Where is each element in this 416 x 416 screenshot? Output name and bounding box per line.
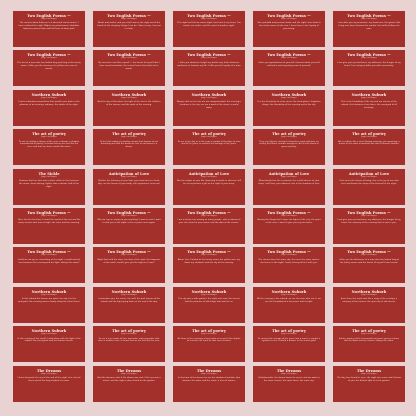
poem-card bbox=[93, 129, 165, 165]
poem-card-author: Jorge Luis Borges bbox=[41, 57, 57, 60]
poem-card-text: I offer you explanations of yourself, theories about yourself, authentic and surprising news of yourself. bbox=[257, 61, 321, 67]
poem-card-title: Two English Poems — bbox=[27, 53, 71, 58]
poem-card-author: Jorge Luis Borges bbox=[361, 96, 377, 99]
poem-card-text: Unfathomable, the dream keeps its secret, and we wake to the same streets, the same faces, the same sky. bbox=[258, 376, 320, 382]
poem-card bbox=[333, 287, 405, 323]
poem-card bbox=[93, 326, 165, 362]
poem-card-author: Jorge Luis Borges bbox=[361, 293, 377, 296]
poem-card bbox=[333, 247, 405, 283]
poem-card-text: Your splendid and precious book, and the night, were both in the street-corner of the tree. I have been in the loyalty of your being. bbox=[257, 22, 321, 31]
poem-card-text: Night that held the stars, the dust of the road, the fragrance of the earth; could I give you the night as it was? bbox=[97, 258, 161, 264]
poem-card-text: The streets have the same sky, the trees the same names, the lovers in the night; I want to keep all of it with you. bbox=[258, 258, 320, 264]
poem-card-title: Two English Poems — bbox=[27, 14, 71, 18]
poem-card bbox=[333, 208, 405, 244]
poem-card bbox=[253, 326, 325, 362]
poem-card-text: Always that we feel we are not comprehended, the evening's tiredness is the sky, we are a word of the street, a world away. bbox=[177, 101, 241, 109]
poem-card-author: Jorge Luis Borges bbox=[201, 254, 217, 257]
poem-card bbox=[13, 366, 85, 402]
poem-card-title: Northern Suburb bbox=[111, 92, 147, 97]
poem-card-title: Northern Suburb bbox=[31, 92, 67, 97]
poem-card-text: Cast up on the shores of being, this is the joy of one who sees and knows the sleep of the beloved in the night. bbox=[339, 179, 399, 185]
poem-card bbox=[253, 208, 325, 244]
poem-card bbox=[333, 50, 405, 86]
poem-card-title: The art of poetry bbox=[272, 132, 306, 137]
poem-card-title: Two English Poems — bbox=[347, 14, 391, 18]
poem-card-title: Two English Poems — bbox=[107, 53, 151, 58]
poem-card-author: Jorge Luis Borges bbox=[361, 372, 377, 375]
poem-card-author: Jorge Luis Borges bbox=[201, 214, 217, 217]
poem-card-title: Northern Suburb bbox=[271, 289, 307, 294]
poem-card bbox=[13, 326, 85, 362]
poem-card-text: And the sky of this place, the light of the street, the children of the houses, and the quiet of the evening. bbox=[97, 101, 161, 107]
poem-card bbox=[173, 169, 245, 205]
poem-card-text: I have dreamed of a sea at the end of the night, of a river of faces and of the long shadow of a man. bbox=[17, 376, 81, 382]
poem-card bbox=[13, 11, 85, 47]
poem-card-title: Anticipation of Love bbox=[348, 171, 390, 176]
poem-card-title: Two English Poems — bbox=[267, 14, 311, 18]
poem-card-text: The day has closed its eyes, the night has come, and I dream of you, the distant light of a lost garden. bbox=[337, 376, 401, 382]
poem-card bbox=[93, 287, 165, 323]
poem-card-title: Anticipation of Love bbox=[188, 171, 230, 176]
poem-card bbox=[253, 169, 325, 205]
poem-card bbox=[253, 287, 325, 323]
poem-card-author: Jorge Luis Borges bbox=[201, 333, 217, 336]
poem-card-text: I can give you my loneliness, my darkness, the hunger of my heart, the memory of the evening that is now in you. bbox=[337, 219, 401, 225]
poem-card-text: At times in the evenings a face looks at us out of the depths of a mirror; art must be that sort of mirror. bbox=[177, 337, 241, 343]
poem-card bbox=[253, 247, 325, 283]
poem-card-title: Two English Poems — bbox=[107, 14, 151, 18]
poem-card-author: Jorge Luis Borges bbox=[121, 333, 137, 336]
poem-card-text: This is the friendship of the sky and our streets of the suburb, the kindness of our faces, the courtyard of all evenings. bbox=[341, 101, 397, 109]
poem-card bbox=[13, 50, 85, 86]
poem-card-text: I can give you my loneliness, my darkness, the hunger of my heart; I am trying to bribe you with uncertainty. bbox=[337, 61, 401, 67]
poem-card-author: Jorge Luis Borges bbox=[121, 96, 137, 99]
poem-card bbox=[333, 169, 405, 205]
poem-card-author: Jorge Luis Borges bbox=[361, 333, 377, 336]
poem-card-text: Art is endless like a river flowing, passing, yet remaining, a mirror to the same inconstant one who is himself another. bbox=[338, 140, 400, 146]
poem-card-title: Two English Poems — bbox=[267, 210, 311, 215]
poem-card bbox=[13, 287, 85, 323]
poem-card-text: In the hour of the dream we are the shadow of another who dreams, the water and the stone, a river of names. bbox=[177, 376, 241, 382]
poem-card-author: Jorge Luis Borges bbox=[201, 372, 217, 375]
poem-card-title: Two English Poems — bbox=[187, 210, 231, 215]
poem-card-author: Jorge Luis Borges bbox=[201, 96, 217, 99]
poem-card-text: In this evening of the world, I walk alone with the light of the suburb, the courtyards and the distant streets. bbox=[17, 337, 81, 343]
poem-card bbox=[93, 366, 165, 402]
poem-card-title: Two English Poems — bbox=[347, 210, 391, 215]
poem-card-author: Jorge Luis Borges bbox=[41, 18, 57, 20]
poem-card-text: Even then, the north was like a song of the evening, a memory of the houses, the quiet sky of old streets. bbox=[340, 298, 398, 304]
poem-card bbox=[13, 90, 85, 126]
poem-card-author: Jorge Luis Borges bbox=[201, 293, 217, 296]
poem-card-text: To see a river made of time and water and remember that time is another river, to know that we are lost like the river. bbox=[98, 337, 160, 343]
poem-card-author: Jorge Luis Borges bbox=[121, 254, 137, 257]
poem-card-author: Jorge Luis Borges bbox=[201, 136, 217, 139]
poem-card-author: Jorge Luis Borges bbox=[201, 18, 217, 20]
poem-card-text: My ancestor, and then myself — the kernel of myself that I have saved somehow, the central heart that deals not in words. bbox=[98, 61, 160, 70]
poem-card-text: Such is poetry which is immortal and poor; poetry returns like the dawn and the sunset, always the same. bbox=[338, 337, 400, 343]
poem-card-title: The Sickle bbox=[38, 171, 60, 176]
poem-card-author: Jorge Luis Borges bbox=[281, 18, 297, 20]
poem-card-title: Northern Suburb bbox=[31, 289, 67, 294]
poem-card-author: Jorge Luis Borges bbox=[121, 293, 137, 296]
poem-card-author: Jorge Luis Borges bbox=[41, 254, 57, 257]
poem-card-author: Jorge Luis Borges bbox=[281, 214, 297, 217]
poem-card-text: Words and smiles, and you said I was to the night out of the hands of the sleeping; things I can do, I dare to say, I am not in sleep. bbox=[97, 22, 161, 31]
poem-card bbox=[173, 11, 245, 47]
poem-card-title: Two English Poems — bbox=[267, 250, 311, 255]
poem-card-text: To see in nothing a theme of the river, a dream, a shadow remembered in poetry; to know that we are lost like the river, and that our faces vanish like water. bbox=[18, 140, 80, 149]
poem-card-text: To feel that waking is another dream that dreams of not dreaming and that the death we fear in our bones is a dream. bbox=[99, 140, 159, 149]
poem-card-author: Jorge Luis Borges bbox=[281, 372, 297, 375]
poem-card-author: Jorge Luis Borges bbox=[361, 214, 377, 217]
poem-card-text: Nor the stages of your life, flowering in words or silences, will be so mysterious a gift as the sight of your sleep. bbox=[177, 179, 241, 185]
poem-card-title: Northern Suburb bbox=[351, 289, 387, 294]
poem-card-title: Two English Poems — bbox=[27, 250, 71, 255]
poem-card-text: Unaware that her face was a white sickle on the heavens, the moon, sleep-shining, lighter than a dream, half of the night. bbox=[18, 179, 80, 188]
poem-card-text: The sky was a wide garden, the night was near, the streets had the patience of old things that wait for us. bbox=[178, 298, 240, 304]
poem-card bbox=[13, 247, 85, 283]
poem-card-title: Two English Poems — bbox=[347, 53, 391, 58]
poem-card-text: To convert the outrage of the years into a music, a sound, a symbol: to see in death a dream, in the sunset gold. bbox=[257, 337, 321, 343]
poem-card-author: Jorge Luis Borges bbox=[361, 57, 377, 60]
poem-card-text: Alone, lost, I looked at the lonely moon, the yellow rose, my dead, my shadows, and the sky of the evening. bbox=[177, 258, 241, 264]
poem-card-title: The Dreams bbox=[356, 368, 382, 373]
poem-card bbox=[173, 366, 245, 402]
poem-card bbox=[173, 208, 245, 244]
poem-card-title: The Dreams bbox=[116, 368, 142, 373]
poem-card bbox=[333, 11, 405, 47]
poem-card-author: Jorge Luis Borges bbox=[121, 175, 137, 178]
poem-card-text: The useless dawn finds me in a deserted street-corner; I have outlived the night. Nights are proud waves; darkblue topheavy waves laden with all hues of deep spoil. bbox=[18, 22, 80, 31]
poem-card-title: The art of poetry bbox=[192, 132, 226, 137]
poem-card-title: Two English Poems — bbox=[187, 53, 231, 58]
poem-card-text: Then, for the first time, I heard the sound of the sea and the lonely streets that met at night, the stars and the morning. bbox=[17, 219, 81, 225]
poem-card-author: Jorge Luis Borges bbox=[281, 136, 297, 139]
poem-card-title: The Dreams bbox=[276, 368, 302, 373]
poem-card-title: Two English Poems — bbox=[347, 250, 391, 255]
poem-card-title: Two English Poems — bbox=[27, 210, 71, 215]
poem-card-title: The Dreams bbox=[36, 368, 62, 373]
poem-card-text: To see in the day or in the year a symbol of the days of man and of his years, to convert the outrage of the years. bbox=[177, 140, 241, 146]
poem-card-author: Jorge Luis Borges bbox=[121, 372, 137, 375]
poem-card-title: Two English Poems — bbox=[107, 250, 151, 255]
poem-card bbox=[13, 169, 85, 205]
poem-card-author: Jorge Luis Borges bbox=[361, 254, 377, 257]
poem-card-author: Jorge Luis Borges bbox=[41, 136, 57, 139]
poem-card bbox=[13, 129, 85, 165]
poem-card-text: Why do I go on saying to you anything? I want to rest, I want to find you in the night, to be at peace once again. bbox=[97, 219, 161, 225]
poem-card-sheet bbox=[13, 11, 405, 405]
poem-card-title: Northern Suburb bbox=[191, 92, 227, 97]
poem-card-title: The art of poetry bbox=[112, 132, 146, 137]
poem-card-title: The Dreams bbox=[196, 368, 222, 373]
poem-card-author: Jorge Luis Borges bbox=[281, 254, 297, 257]
poem-card-text: I had a suburban premonition that would come back to the pleasure of an evening, ordinary, the shade of the night. bbox=[18, 101, 80, 107]
poem-card-title: Two English Poems — bbox=[187, 14, 231, 18]
poem-card-title: The art of poetry bbox=[352, 329, 386, 334]
poem-card-text: All the evening in the suburb, we are the ones who see it, we are the friendship of a low street and its light. bbox=[257, 298, 321, 304]
poem-card-author: Jorge Luis Borges bbox=[41, 96, 57, 99]
poem-card bbox=[93, 90, 165, 126]
poem-card-text: They say Ulysses, wearied of wonders, wept with love on seeing his Ithaca, humble and green. Art is that Ithaca of green eternity. bbox=[259, 140, 319, 149]
poem-card-title: Northern Suburb bbox=[351, 92, 387, 97]
poem-card-author: Jorge Luis Borges bbox=[41, 293, 57, 296]
poem-card bbox=[93, 247, 165, 283]
poem-card-text: And the dreamer asks if the dream was real, if the sea was a mirror, and the night a door closed on the garden. bbox=[97, 376, 161, 382]
poem-card bbox=[253, 129, 325, 165]
poem-card-author: Jorge Luis Borges bbox=[41, 214, 57, 217]
poem-card-title: Northern Suburb bbox=[31, 329, 67, 334]
poem-card-author: Jorge Luis Borges bbox=[281, 175, 297, 178]
poem-card bbox=[333, 129, 405, 165]
poem-card-author: Jorge Luis Borges bbox=[201, 175, 217, 178]
poem-card bbox=[93, 169, 165, 205]
poem-card bbox=[333, 326, 405, 362]
poem-card-author: Jorge Luis Borges bbox=[121, 214, 137, 217]
poem-card bbox=[173, 326, 245, 362]
poem-card bbox=[93, 208, 165, 244]
poem-card bbox=[93, 11, 165, 47]
poem-card-author: Jorge Luis Borges bbox=[121, 18, 137, 20]
poem-card-text: I offer you the bitterness of a man who has looked long at the lonely moon, and the kernel of myself I have saved. bbox=[338, 258, 400, 264]
poem-card bbox=[173, 129, 245, 165]
poem-card-text: I remember you, the street, the wall, the pink houses of the suburb and the light going down at the end of the day. bbox=[97, 298, 161, 304]
poem-card-title: The art of poetry bbox=[32, 132, 66, 137]
poem-card bbox=[93, 50, 165, 86]
poem-card bbox=[253, 90, 325, 126]
poem-card-text: Among the things that I keep, the lights of the city, the quiet of the river, I want to give you my lost hours. bbox=[257, 219, 321, 225]
poem-card-text: The night had left me some slight, taut hate in my heart. Our words, our smiles, and the quiet of another night. bbox=[177, 22, 241, 28]
poem-card-title: The art of poetry bbox=[352, 132, 386, 137]
poem-card-author: Jorge Luis Borges bbox=[361, 136, 377, 139]
poem-card-author: Jorge Luis Borges bbox=[281, 96, 297, 99]
poem-card-author: Jorge Luis Borges bbox=[281, 57, 297, 60]
poem-card-text: I can offer you my ancestors, my dead men, the ghosts that living men have honoured in marble: the bullet-hollow of a man. bbox=[337, 22, 401, 31]
poem-card-grid bbox=[13, 11, 405, 402]
poem-card-text: I offer you whatever insight my books may hold, whatever manliness or humour my life. I offer you the loyalty of a man. bbox=[177, 61, 241, 67]
poem-card-author: Jorge Luis Borges bbox=[41, 333, 57, 336]
poem-card-author: Jorge Luis Borges bbox=[361, 18, 377, 20]
poem-card-title: The art of poetry bbox=[272, 329, 306, 334]
poem-card-author: Jorge Luis Borges bbox=[121, 136, 137, 139]
poem-card-author: Jorge Luis Borges bbox=[41, 372, 57, 375]
poem-card-title: Two English Poems — bbox=[267, 53, 311, 58]
poem-card-title: The art of poetry bbox=[192, 329, 226, 334]
poem-card-title: Northern Suburb bbox=[111, 289, 147, 294]
poem-card bbox=[173, 287, 245, 323]
poem-card-title: Anticipation of Love bbox=[108, 171, 150, 176]
poem-card bbox=[173, 50, 245, 86]
poem-card-author: Jorge Luis Borges bbox=[41, 175, 57, 178]
poem-card bbox=[333, 366, 405, 402]
poem-card-author: Jorge Luis Borges bbox=[281, 333, 297, 336]
poem-card-title: Northern Suburb bbox=[191, 289, 227, 294]
poem-card-text: Could we not go on, something of the night, a small word of love between the evening and the light, always the same? bbox=[17, 258, 81, 264]
poem-card-text: Miraculously free for a moment, the restful silence of your sleep; I will have your absence, lost in the shadows of love. bbox=[258, 179, 320, 185]
poem-card-text: It is the friendship of a low street, the tired glance, forgotten things, the friendship of the evening and of the sky. bbox=[257, 101, 321, 107]
poem-card-title: Two English Poems — bbox=[187, 250, 231, 255]
poem-card bbox=[173, 247, 245, 283]
poem-card-title: Northern Suburb bbox=[271, 92, 307, 97]
poem-card-title: Two English Poems — bbox=[107, 210, 151, 215]
poem-card bbox=[253, 50, 325, 86]
poem-card bbox=[253, 11, 325, 47]
poem-card-author: Jorge Luis Borges bbox=[201, 57, 217, 60]
poem-card-author: Jorge Luis Borges bbox=[361, 175, 377, 178]
poem-card bbox=[333, 90, 405, 126]
poem-card bbox=[13, 208, 85, 244]
poem-card-text: Neither the intimacy of your look, your brow fair as a feast day, nor the favour of your body, still mysterious, reserved. bbox=[97, 179, 161, 185]
poem-card-title: The art of poetry bbox=[112, 329, 146, 334]
poem-card bbox=[253, 366, 325, 402]
poem-card bbox=[173, 90, 245, 126]
poem-card-text: I am a lonely man among so many people, with no dream of you, the sound of your name, and the dark of the streets. bbox=[177, 219, 241, 225]
poem-card-text: In this suburb the houses are quiet, the sky is in the courtyard, the evening moves slowly along the silent street. bbox=[17, 298, 81, 304]
poem-card-text: The lost of a man who has looked long and long at the lonely moon. I offer you the memory of a yellow rose seen at sunset. bbox=[17, 61, 81, 70]
poem-card-title: Anticipation of Love bbox=[268, 171, 310, 176]
poem-card-author: Jorge Luis Borges bbox=[281, 293, 297, 296]
poem-card-author: Jorge Luis Borges bbox=[121, 57, 137, 60]
